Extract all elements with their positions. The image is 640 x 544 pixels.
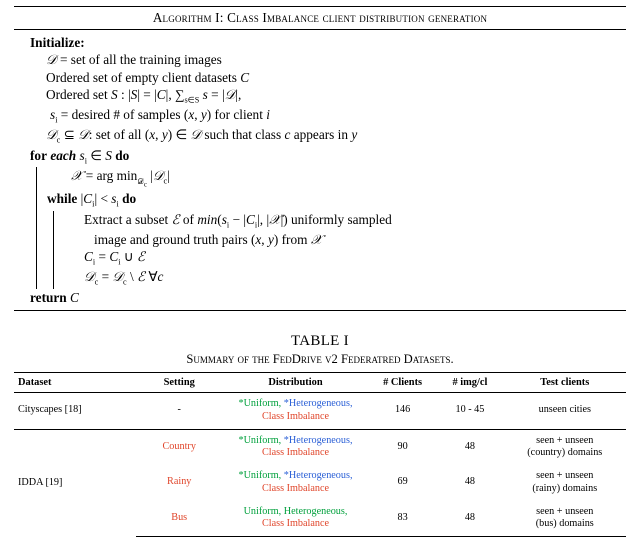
algorithm-line-9b: image and ground truth pairs (x, y) from 𝒳	[94, 231, 323, 247]
algorithm-line-7: 𝒳 = arg $\min_{𝒟_c}$ |𝒟$_c$|	[71, 168, 170, 189]
dist-uniform: *Uniform,	[238, 470, 282, 482]
algorithm-line-4: $s_i$ = desired # of samples (x, y) for client i	[50, 107, 270, 125]
cell-test-clients: seen + unseen (rainy) domains	[532, 470, 598, 494]
table-label: TABLE I	[291, 333, 349, 350]
algorithm-line-initialize: Initialize:	[30, 35, 85, 50]
algorithm-line-1: 𝒟 = set of all the training images	[46, 52, 222, 68]
table-body	[14, 393, 626, 537]
cell-setting: Bus	[136, 501, 222, 537]
algorithm-block	[14, 6, 626, 311]
col-dataset: Dataset	[14, 373, 136, 393]
table-block	[10, 333, 630, 537]
col-test-clients: Test clients	[504, 373, 626, 393]
dist-heterogeneous: *Heterogeneous,	[283, 470, 353, 482]
dist-class-imbalance: Class Imbalance	[261, 447, 330, 459]
cell-setting: -	[136, 393, 222, 430]
cell-dataset: IDDA [19]	[18, 476, 63, 488]
table-caption: Summary of the FedDrive v2 Federatred Datasets.	[186, 352, 454, 367]
col-imgcl: # img/cl	[436, 373, 503, 393]
cell-test-clients: seen + unseen (country) domains	[527, 434, 603, 459]
cell-distribution	[222, 393, 369, 430]
col-distribution: Distribution	[222, 373, 369, 393]
algorithm-line-3: Ordered set S : |S| = |C|, $\sum_{s\in S}$ s = |𝒟|,	[46, 86, 242, 105]
algorithm-line-9a: Extract a subset ℰ of $\min(s_i - |C_i|$, |𝒳|) uniformly sampled	[84, 211, 392, 230]
algorithm-line-5: 𝒟$_c$ ⊆ 𝒟: set of all (x, y) ∈ 𝒟 such that class c appears in y	[46, 127, 358, 146]
algorithm-line-2: Ordered set of empty client datasets C	[46, 69, 250, 85]
cell-dataset: Cityscapes [18]	[14, 393, 136, 430]
algorithm-line-while: while $|C_i| < s_i$ do	[47, 191, 137, 209]
table-row	[14, 429, 626, 465]
cell-imgcl: 10 - 45	[436, 393, 503, 430]
cell-distribution	[222, 465, 369, 501]
algorithm-body	[14, 30, 626, 310]
dist-uniform: *Uniform,	[238, 398, 282, 410]
cell-distribution	[222, 429, 369, 465]
dist-heterogeneous: *Heterogeneous,	[283, 434, 353, 446]
algorithm-line-11: 𝒟$_c$ = 𝒟$_c$ \ ℰ ∀c	[84, 269, 164, 288]
cell-distribution	[222, 501, 369, 537]
dist-class-imbalance: Class Imbalance	[261, 410, 330, 422]
dist-heterogeneous: Heterogeneous,	[283, 505, 348, 517]
dist-heterogeneous: *Heterogeneous,	[283, 398, 353, 410]
algorithm-line-10: $C_i = C_i$ ∪ ℰ	[84, 249, 145, 267]
cell-clients: 83	[369, 501, 436, 537]
cell-clients: 146	[369, 393, 436, 430]
algorithm-for-body	[36, 167, 626, 289]
table-row	[14, 393, 626, 430]
cell-setting: Country	[162, 440, 196, 452]
cell-imgcl: 48	[464, 440, 475, 452]
dist-class-imbalance: Class Imbalance	[261, 482, 330, 494]
dist-uniform: *Uniform,	[238, 434, 282, 446]
cell-clients: 69	[397, 476, 408, 488]
cell-imgcl: 48	[436, 501, 503, 537]
cell-setting: Rainy	[167, 476, 192, 488]
col-setting: Setting	[136, 373, 222, 393]
dist-uniform: Uniform,	[243, 505, 282, 517]
cell-imgcl: 48	[464, 476, 475, 488]
cell-test-clients: unseen cities	[504, 393, 626, 430]
cell-clients: 90	[397, 440, 408, 452]
dist-class-imbalance: Class Imbalance	[261, 518, 330, 530]
table-header-row	[14, 373, 626, 393]
algorithm-title: Algorithm I: Class Imbalance client distribution generation	[14, 7, 626, 30]
algorithm-line-for: for each $s_i$ ∈ S do	[30, 147, 130, 166]
cell-test-clients: seen + unseen (bus) domains	[504, 501, 626, 537]
datasets-table	[14, 372, 626, 537]
algorithm-line-return: return C	[30, 289, 79, 305]
col-clients: # Clients	[369, 373, 436, 393]
algorithm-while-body	[53, 211, 626, 289]
